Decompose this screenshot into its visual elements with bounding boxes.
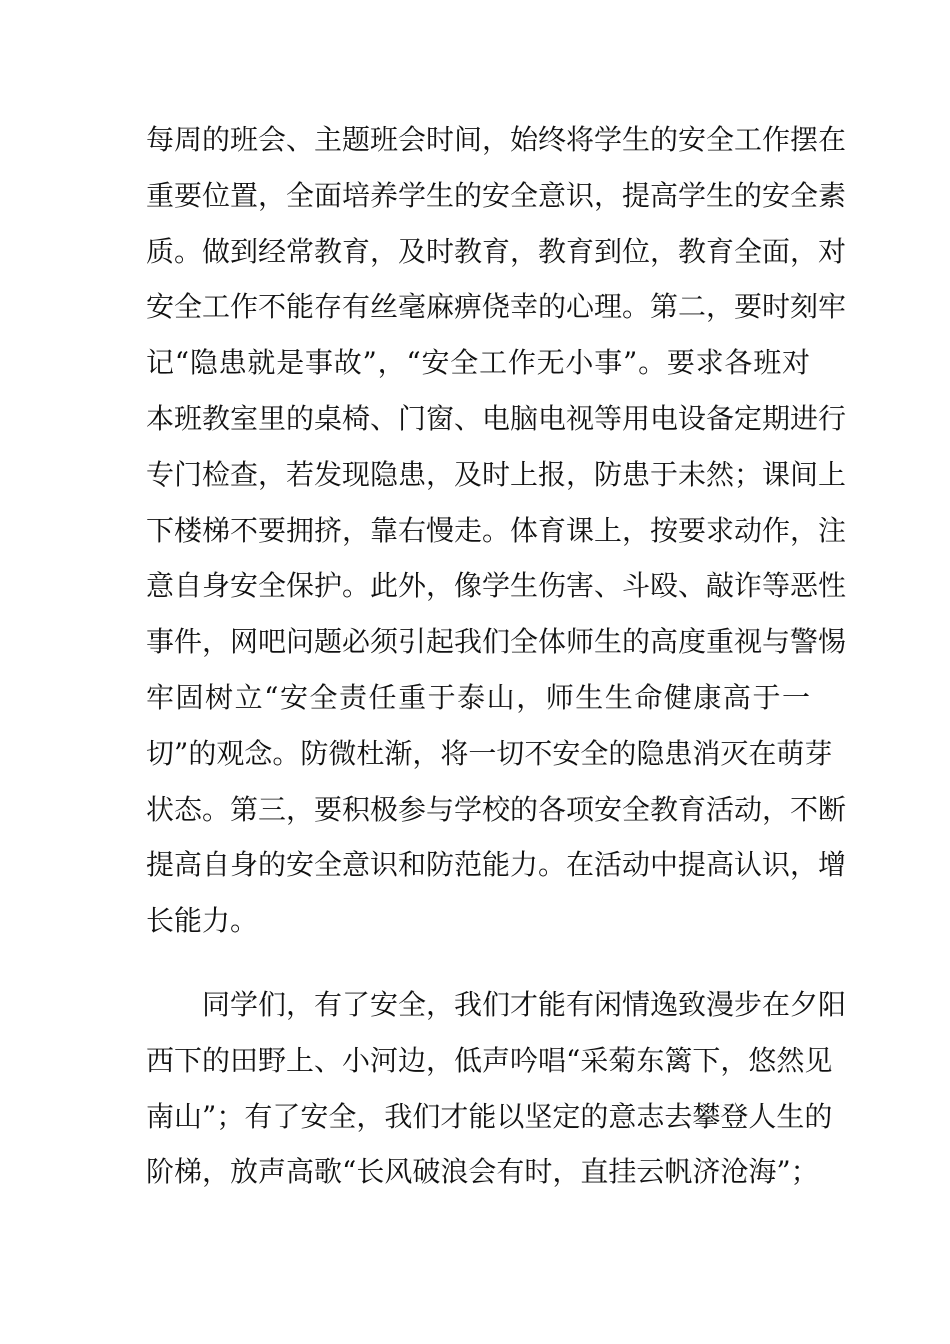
text-line: 状态。第三，要积极参与学校的各项安全教育活动，不断 (146, 792, 847, 826)
text-line: 质。做到经常教育，及时教育，教育到位，教育全面，对 (146, 234, 847, 268)
text-line: 同学们，有了安全，我们才能有闲情逸致漫步在夕阳 (146, 988, 847, 1021)
text-line: 安全工作不能存有丝毫麻痹侥幸的心理。第二，要时刻牢 (146, 290, 847, 324)
paragraph-with-safety (146, 985, 847, 1192)
text-line: 下楼梯不要拥挤，靠右慢走。体育课上，按要求动作，注 (146, 513, 847, 547)
text-line: 切”的观念。防微杜渐，将一切不安全的隐患消灭在萌芽 (146, 736, 833, 770)
paragraph-safety-education (146, 120, 847, 941)
text-line: 西下的田野上、小河边，低声吟唱“采菊东篱下，悠然见 (146, 1043, 833, 1077)
text-line: 本班教室里的桌椅、门窗、电脑电视等用电设备定期进行 (146, 401, 847, 435)
text-line: 南山”；有了安全，我们才能以坚定的意志去攀登人生的 (146, 1099, 833, 1133)
text-line: 记“隐患就是事故”，“安全工作无小事”。要求各班对 (146, 346, 810, 380)
text-line: 每周的班会、主题班会时间，始终将学生的安全工作摆在 (146, 123, 847, 156)
text-line: 牢固树立“安全责任重于泰山，师生生命健康高于一 (146, 680, 810, 714)
text-line: 重要位置，全面培养学生的安全意识，提高学生的安全素 (146, 178, 847, 212)
text-line: 意自身安全保护。此外，像学生伤害、斗殴、敲诈等恶性 (146, 569, 847, 603)
text-line: 阶梯，放声高歌“长风破浪会有时，直挂云帆济沧海”； (146, 1155, 819, 1189)
text-line: 专门检查，若发现隐患，及时上报，防患于未然；课间上 (146, 457, 847, 491)
text-line: 长能力。 (146, 904, 259, 938)
text-line: 提高自身的安全意识和防范能力。在活动中提高认识，增 (146, 848, 847, 882)
text-line: 事件，网吧问题必须引起我们全体师生的高度重视与警惕 (146, 625, 847, 659)
